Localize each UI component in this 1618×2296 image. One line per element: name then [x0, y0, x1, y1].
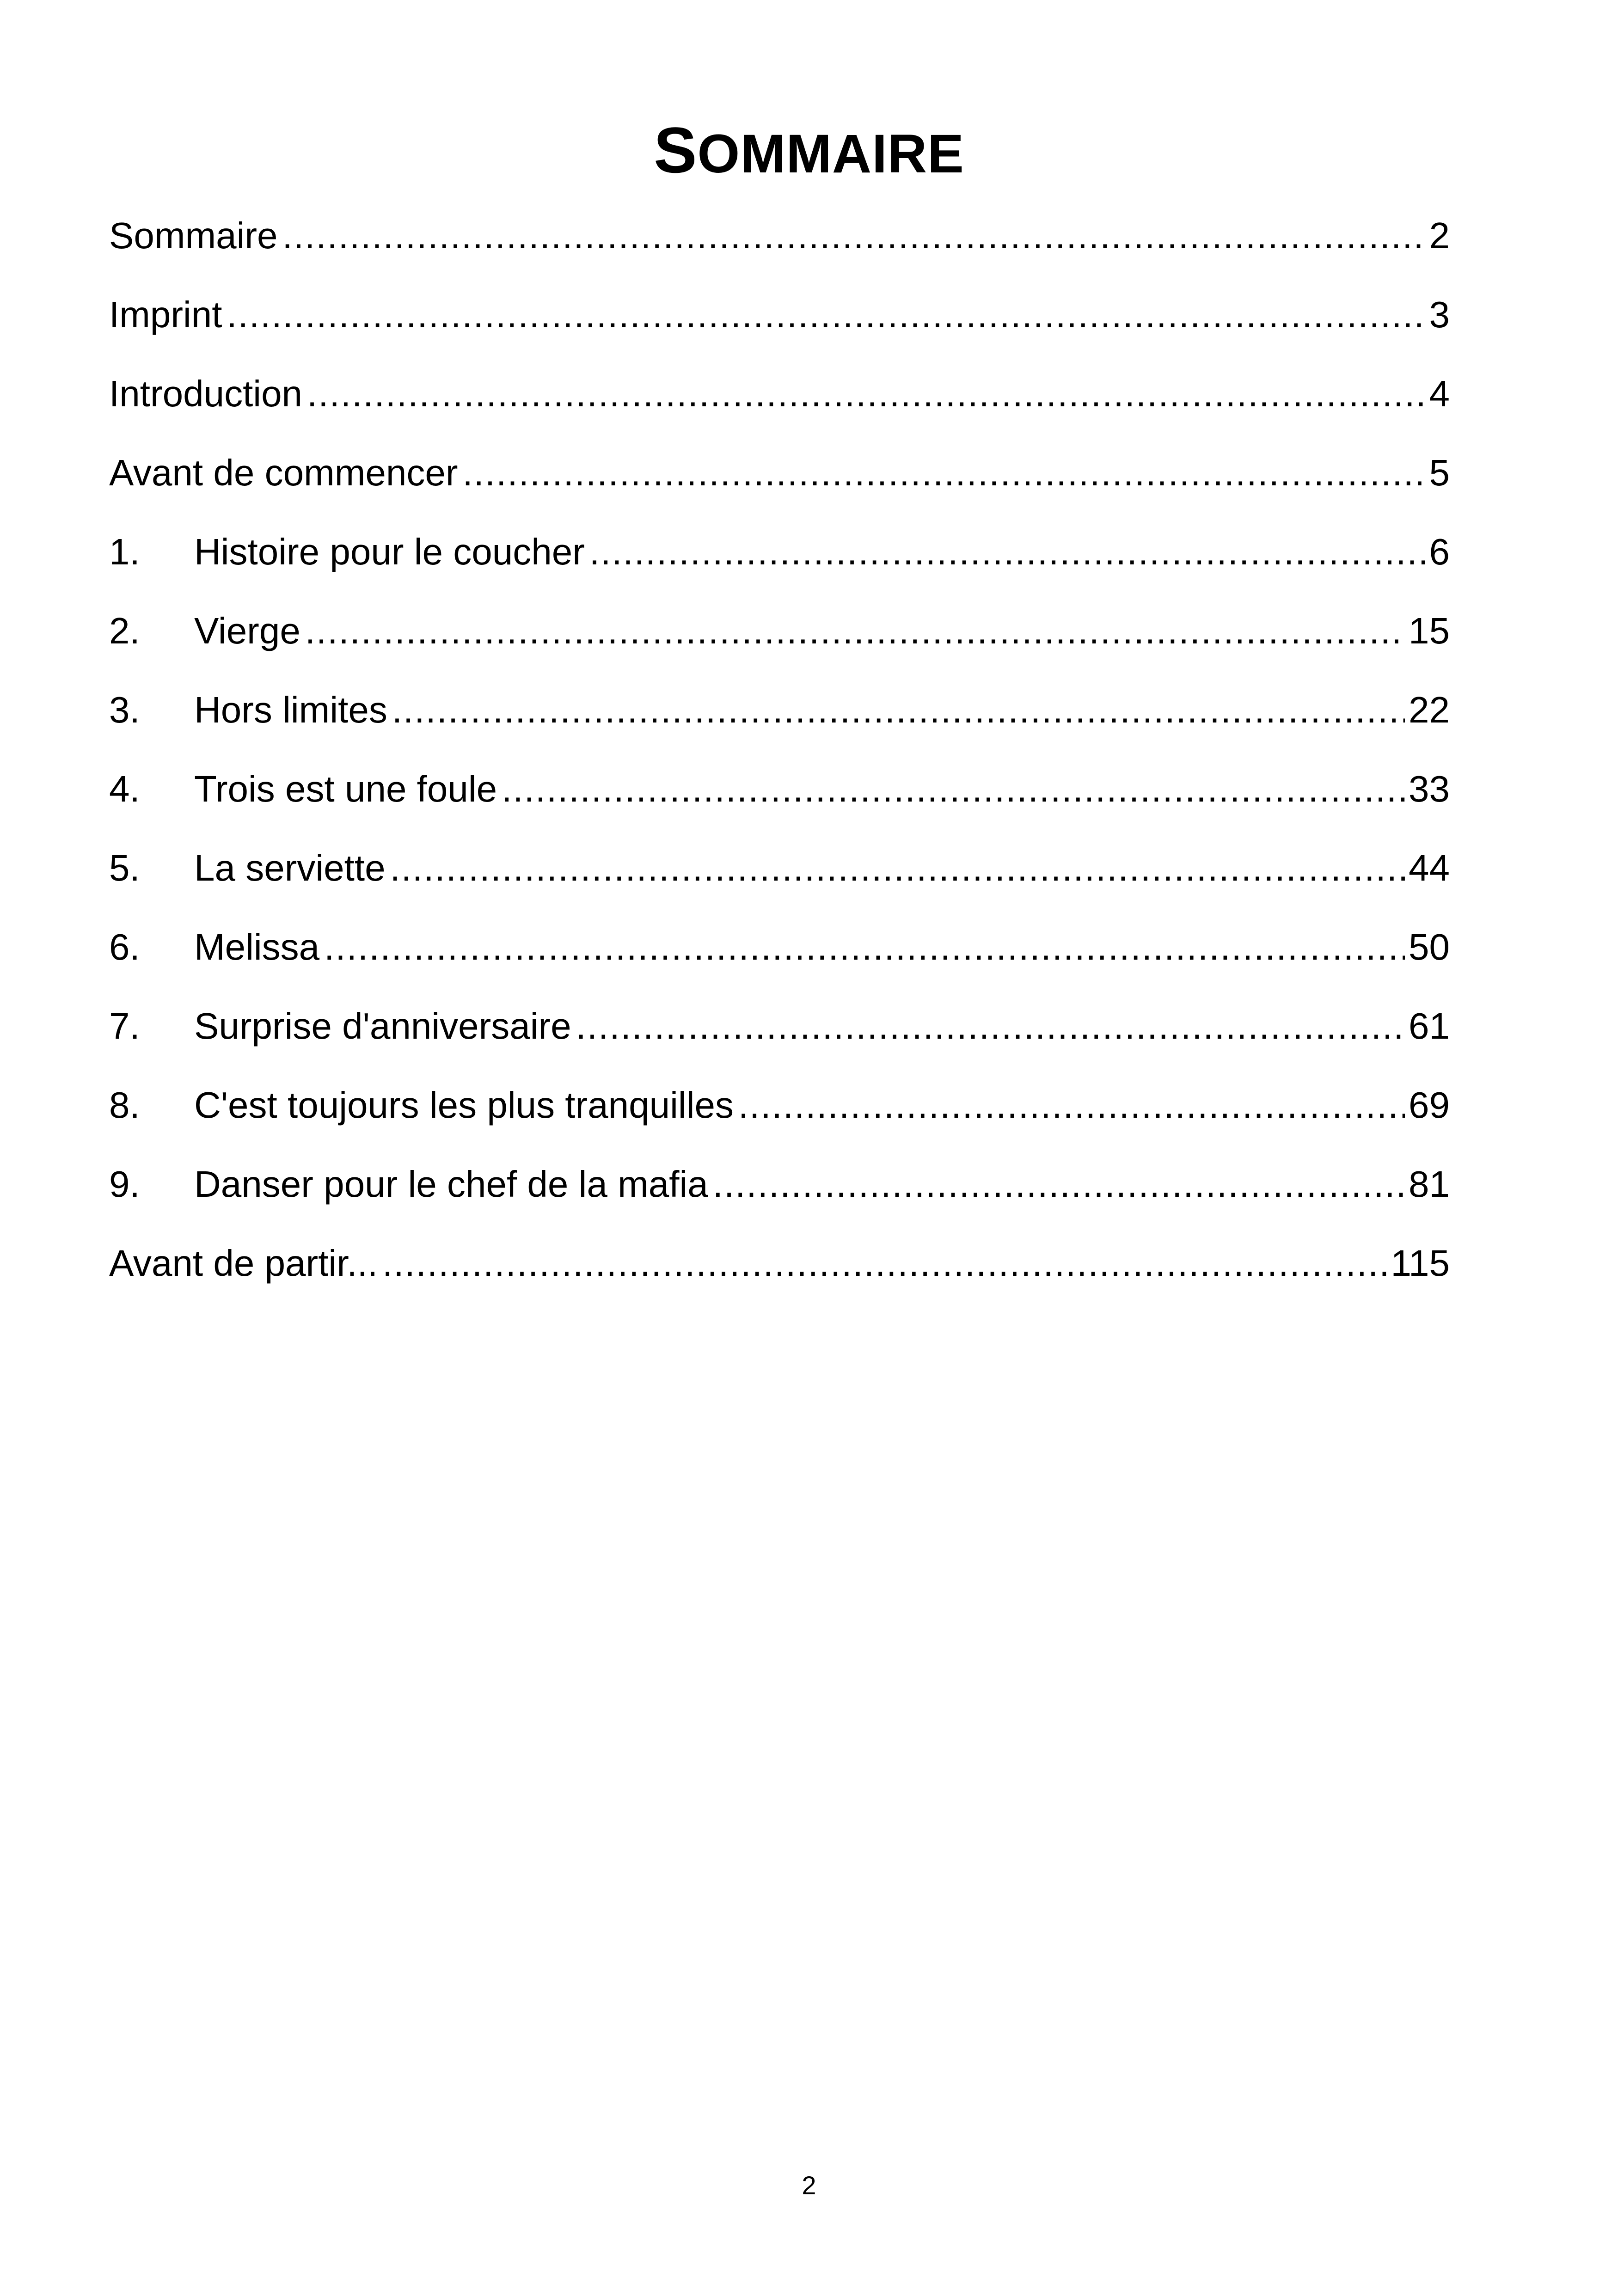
- toc-entry-page: 50: [1409, 929, 1450, 967]
- toc-entry-label: Avant de commencer: [109, 454, 458, 493]
- page-number-footer: 2: [802, 2171, 816, 2200]
- toc-leader-dots: [227, 296, 1426, 333]
- toc-entry-label: Vierge: [194, 612, 300, 651]
- toc-leader-dots: [738, 1087, 1405, 1124]
- toc-entry-avant-de-partir[interactable]: [109, 1245, 1450, 1324]
- toc-entry-number: 3.: [109, 692, 140, 730]
- toc-entry-chapter-6[interactable]: [109, 929, 1450, 1008]
- toc-entry-page: 115: [1391, 1245, 1450, 1284]
- toc-entry-label: Imprint: [109, 296, 222, 335]
- toc-entry-page: 69: [1409, 1087, 1450, 1126]
- toc-entry-number: 6.: [109, 929, 140, 967]
- toc-entry-number: 1.: [109, 533, 140, 572]
- toc-entry-page: 33: [1409, 771, 1450, 809]
- toc-entry-chapter-8[interactable]: [109, 1087, 1450, 1166]
- toc-entry-label: Trois est une foule: [194, 771, 497, 809]
- toc-entry-number: 7.: [109, 1008, 140, 1047]
- toc-entry-label: Sommaire: [109, 217, 278, 256]
- toc-entry-label: Hors limites: [194, 692, 387, 730]
- page-title: [0, 114, 1618, 186]
- toc-entry-number: 8.: [109, 1087, 140, 1126]
- toc-entry-page: 2: [1429, 217, 1450, 256]
- toc-entry-chapter-7[interactable]: [109, 1008, 1450, 1087]
- toc-entry-label: Danser pour le chef de la mafia: [194, 1166, 708, 1205]
- toc-leader-dots: [382, 1245, 1387, 1282]
- toc-leader-dots: [589, 533, 1426, 570]
- toc-entry-label: Surprise d'anniversaire: [194, 1008, 571, 1047]
- toc-leader-dots: [282, 217, 1426, 254]
- toc-leader-dots: [324, 929, 1405, 966]
- toc-entry-page: 15: [1409, 612, 1450, 651]
- toc-entry-page: 3: [1429, 296, 1450, 335]
- toc-leader-dots: [502, 771, 1405, 808]
- title-first-letter: S: [654, 114, 698, 186]
- toc-entry-introduction[interactable]: [109, 375, 1450, 454]
- toc-entry-sommaire[interactable]: [109, 217, 1450, 296]
- toc-leader-dots: [307, 375, 1425, 412]
- toc-leader-dots: [392, 692, 1405, 729]
- toc-entry-page: 5: [1429, 454, 1450, 493]
- toc-entry-page: 44: [1409, 850, 1450, 888]
- toc-leader-dots: [390, 850, 1405, 887]
- title-rest: OMMAIRE: [697, 123, 964, 184]
- toc-entry-label: Histoire pour le coucher: [194, 533, 585, 572]
- toc-entry-number: 9.: [109, 1166, 140, 1205]
- toc-leader-dots: [713, 1166, 1405, 1203]
- toc-entry-page: 81: [1409, 1166, 1450, 1205]
- toc-entry-chapter-9[interactable]: [109, 1166, 1450, 1245]
- toc-entry-chapter-4[interactable]: [109, 771, 1450, 850]
- toc-entry-chapter-2[interactable]: [109, 612, 1450, 692]
- toc-entry-imprint[interactable]: [109, 296, 1450, 375]
- toc-entry-page: 61: [1409, 1008, 1450, 1047]
- toc-leader-dots: [305, 612, 1405, 649]
- toc-entry-label: Melissa: [194, 929, 320, 967]
- toc-entry-chapter-1[interactable]: [109, 533, 1450, 612]
- toc-leader-dots: [462, 454, 1425, 491]
- toc-entry-avant-de-commencer[interactable]: [109, 454, 1450, 533]
- toc-leader-dots: [576, 1008, 1405, 1045]
- toc-entry-label: La serviette: [194, 850, 386, 888]
- toc-entry-chapter-5[interactable]: [109, 850, 1450, 929]
- toc-entry-label: Avant de partir...: [109, 1245, 378, 1284]
- toc-entry-number: 2.: [109, 612, 140, 651]
- toc-entry-chapter-3[interactable]: [109, 692, 1450, 771]
- toc-entry-number: 4.: [109, 771, 140, 809]
- toc-entry-label: Introduction: [109, 375, 303, 414]
- toc-entry-page: 6: [1429, 533, 1450, 572]
- toc-entry-number: 5.: [109, 850, 140, 888]
- toc-entry-label: C'est toujours les plus tranquilles: [194, 1087, 734, 1126]
- toc-entry-page: 22: [1409, 692, 1450, 730]
- table-of-contents: [109, 217, 1450, 1324]
- toc-entry-page: 4: [1429, 375, 1450, 414]
